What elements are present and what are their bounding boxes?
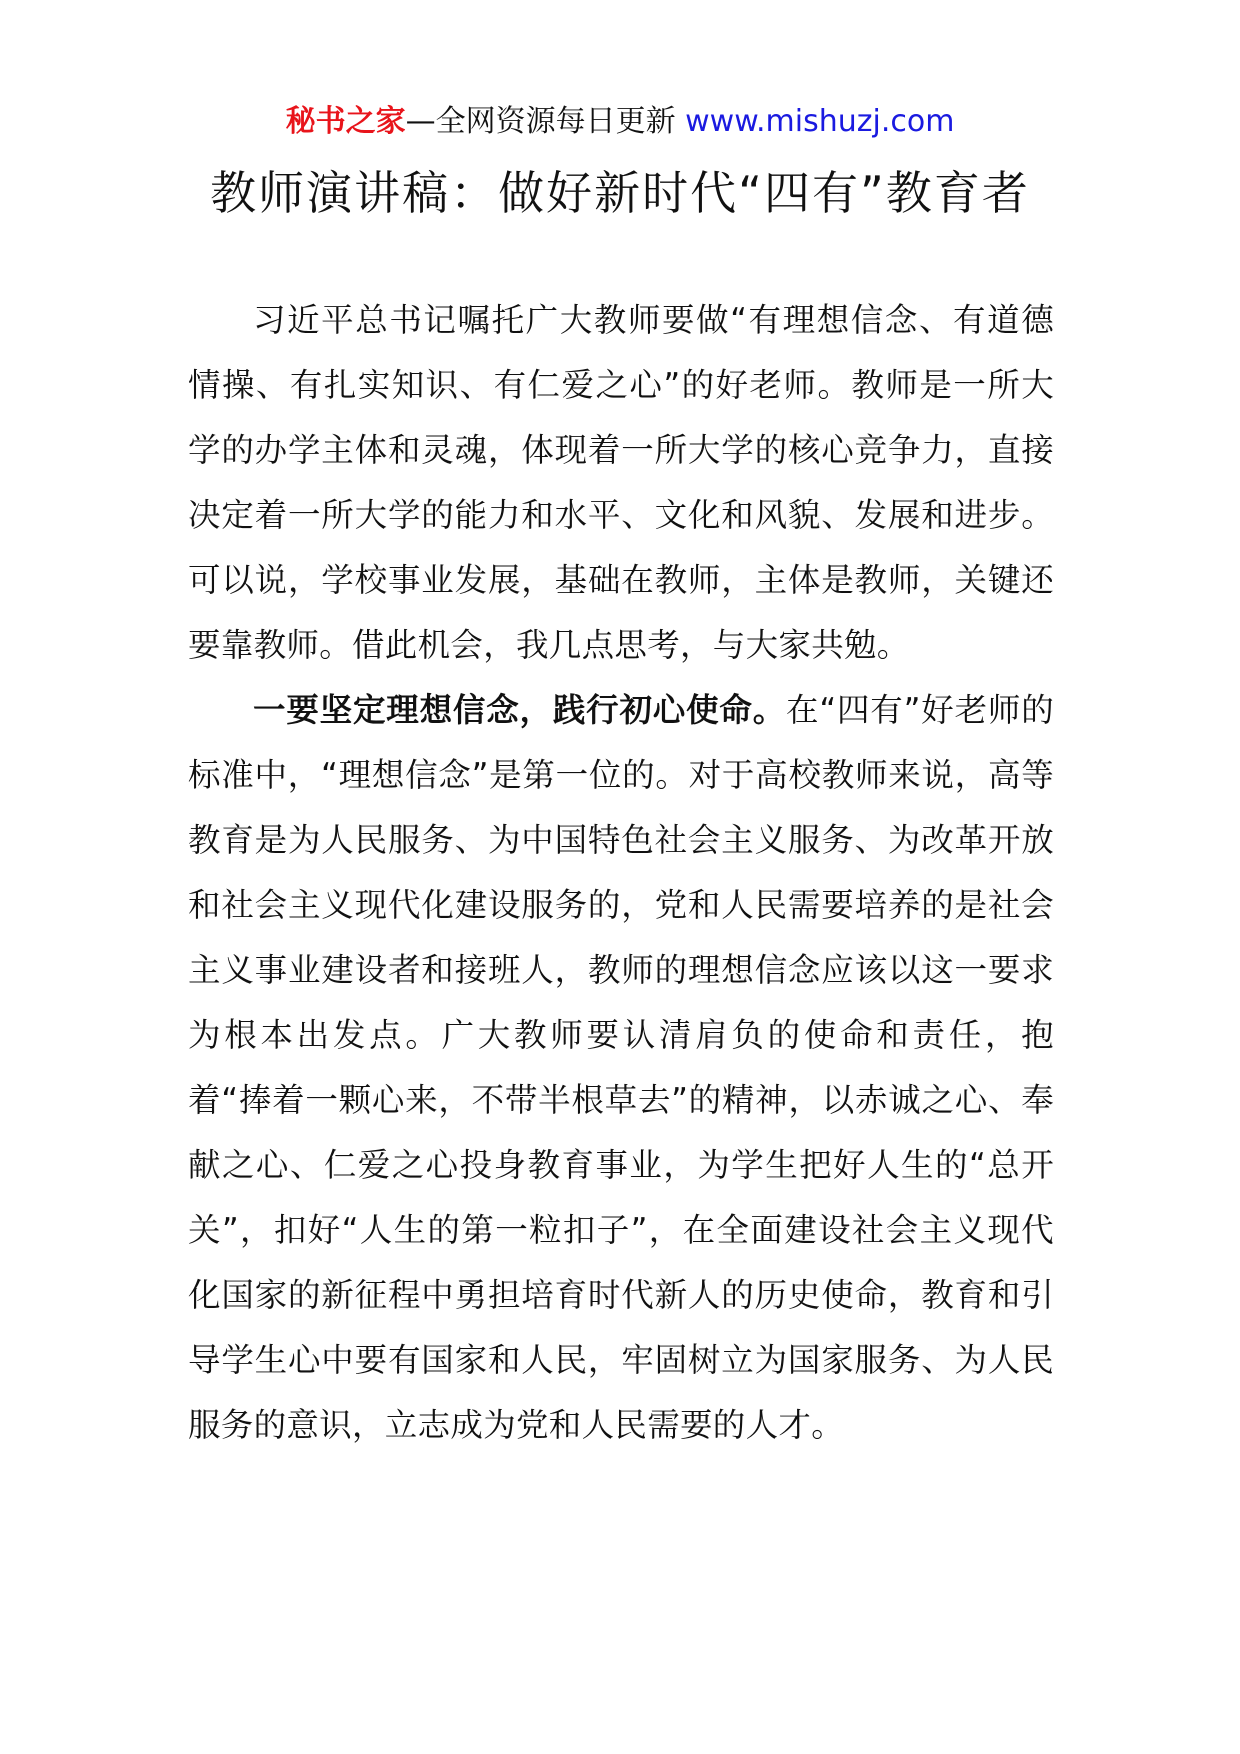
paragraph-lead: 一要坚定理想信念，践行初心使命。 [253, 691, 787, 729]
site-brand: 秘书之家 [285, 104, 406, 139]
paragraph-text: 习近平总书记嘱托广大教师要做“有理想信念、有道德情操、有扎实知识、有仁爱之心”的好老师。教师是一所大学的办学主体和灵魂，体现着一所大学的核心竞争力，直接决定着一所大学的能力和水平、文化和风貌、发展和进步。可以说，学校事业发展，基础在教师，主体是教师，关键还要靠教师。借此机会，我几点思考，与大家共勉。 [188, 301, 1054, 664]
paragraph-text: 在“四有”好老师的标准中，“理想信念”是第一位的。对于高校教师来说，高等教育是为人民服务、为中国特色社会主义服务、为改革开放和社会主义现代化建设服务的，党和人民需要培养的是社会主义事业建设者和接班人，教师的理想信念应该以这一要求为根本出发点。广大教师要认清肩负的使命和责任，抱着“捧着一颗心来，不带半根草去”的精神，以赤诚之心、奉献之心、仁爱之心投身教育事业，为学生把好人生的“总开关”，扣好“人生的第一粒扣子”，在全面建设社会主义现代化国家的新征程中勇担培育时代新人的历史使命，教育和引导学生心中要有国家和人民，牢固树立为国家服务、为人民服务的意识，立志成为党和人民需要的人才。 [188, 691, 1054, 1444]
site-url[interactable]: www.mishuzj.com [685, 104, 955, 139]
document-body [188, 288, 1054, 1458]
paragraph-point-one [188, 678, 1054, 1458]
site-header [0, 100, 1240, 144]
document-title: 教师演讲稿：做好新时代“四有”教育者 [210, 166, 1030, 220]
site-slogan: —全网资源每日更新 [405, 104, 676, 139]
paragraph-intro [188, 288, 1054, 678]
